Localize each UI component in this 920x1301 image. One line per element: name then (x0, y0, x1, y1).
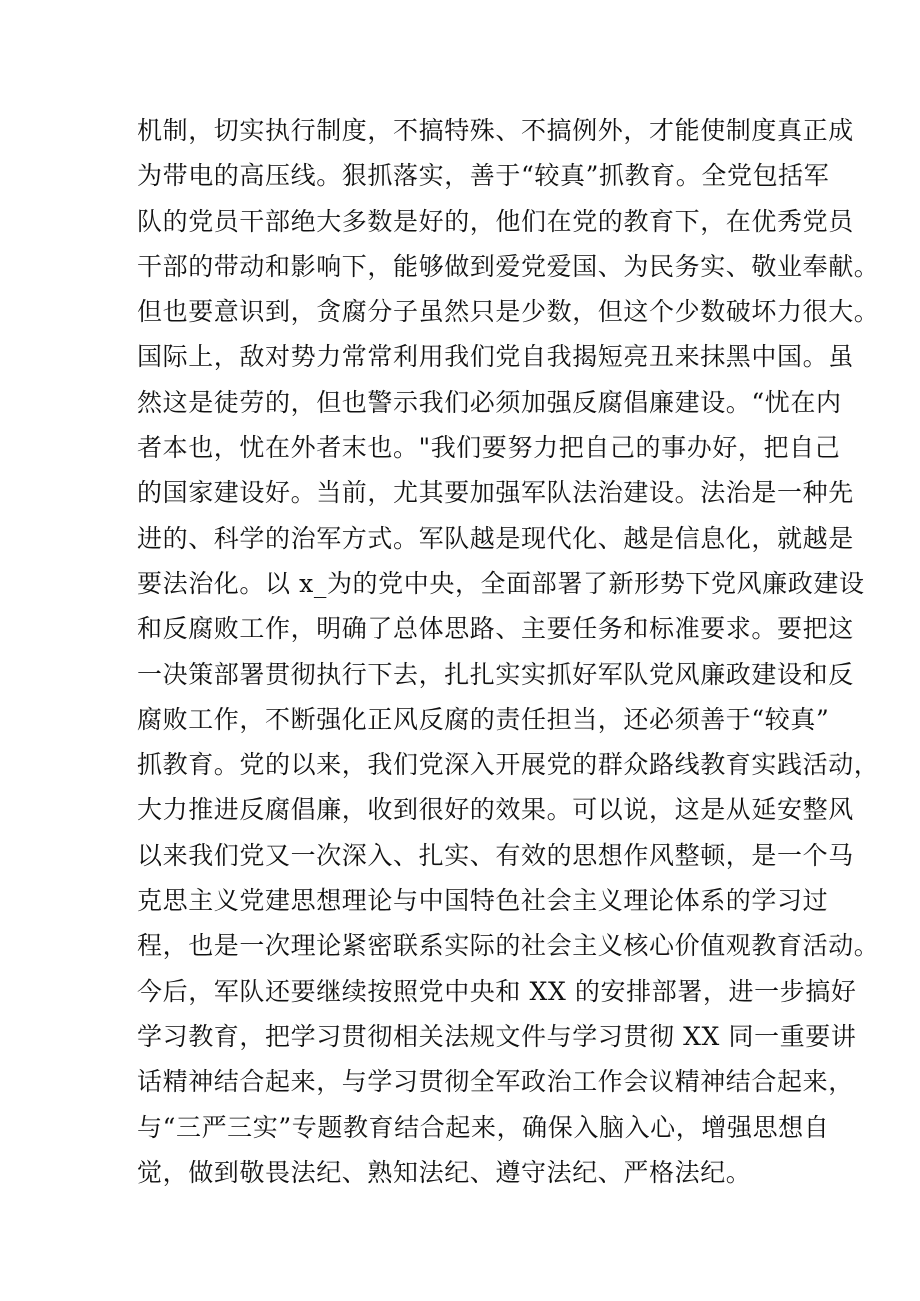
text-line-8: 者本也，忧在外者末也。"我们要努力把自己的事办好，把自己 (137, 433, 841, 463)
text-line-17: 以来我们党又一次深入、扎实、有效的思想作风整顿，是一个马 (137, 840, 854, 870)
text-line-15: 抓教育。党的以来，我们党深入开展党的群众路线教育实践活动， (137, 750, 880, 780)
text-line-21: 学习教育，把学习贯彻相关法规文件与学习贯彻 XX 同一重要讲 (137, 1021, 857, 1051)
text-line-19: 程，也是一次理论紧密联系实际的社会主义核心价值观教育活动。 (137, 931, 880, 961)
text-line-6: 国际上，敌对势力常常利用我们党自我揭短亮丑来抹黑中国。虽 (137, 342, 854, 372)
text-line-12: 和反腐败工作，明确了总体思路、主要任务和标准要求。要把这 (137, 614, 854, 644)
text-line-22: 话精神结合起来，与学习贯彻全军政治工作会议精神结合起来， (137, 1067, 854, 1097)
text-line-20: 今后，军队还要继续按照党中央和 XX 的安排部署，进一步搞好 (137, 976, 857, 1006)
text-line-9: 的国家建设好。当前，尤其要加强军队法治建设。法治是一种先 (137, 478, 854, 508)
text-line-5: 但也要意识到，贪腐分子虽然只是少数，但这个少数破坏力很大。 (137, 297, 880, 327)
text-line-23: 与“三严三实”专题教育结合起来，确保入脑入心，增强思想自 (137, 1112, 830, 1142)
text-line-14: 腐败工作，不断强化正风反腐的责任担当，还必须善于“较真” (137, 704, 830, 734)
text-line-13: 一决策部署贯彻执行下去，扎扎实实抓好军队党风廉政建设和反 (137, 659, 854, 689)
text-line-1: 机制，切实执行制度，不搞特殊、不搞例外，才能使制度真正成 (137, 116, 854, 145)
body-paragraph (137, 108, 880, 1195)
text-line-2: 为带电的高压线。狠抓落实，善于“较真”抓教育。全党包括军 (137, 161, 830, 191)
text-line-4: 干部的带动和影响下，能够做到爱党爱国、为民务实、敬业奉献。 (137, 251, 880, 281)
text-line-10: 进的、科学的治军方式。军队越是现代化、越是信息化，就越是 (137, 523, 854, 553)
text-line-3: 队的党员干部绝大多数是好的，他们在党的教育下，在优秀党员 (137, 206, 854, 236)
text-line-16: 大力推进反腐倡廉，收到很好的效果。可以说，这是从延安整风 (137, 795, 854, 825)
text-line-18: 克思主义党建思想理论与中国特色社会主义理论体系的学习过 (137, 886, 829, 916)
text-line-11: 要法治化。以 x_为的党中央，全面部署了新形势下党风廉政建设 (137, 568, 865, 598)
text-line-24: 觉，做到敬畏法纪、熟知法纪、遵守法纪、严格法纪。 (137, 1157, 752, 1187)
text-line-7: 然这是徒劳的，但也警示我们必须加强反腐倡廉建设。“忧在内 (137, 387, 842, 417)
